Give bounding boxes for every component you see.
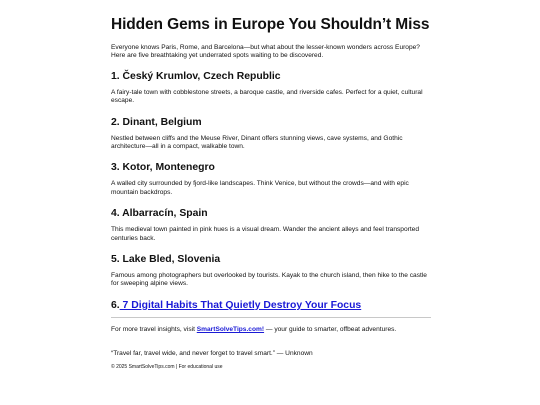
destination-description: Famous among photographers but overlooked by tourists. Kayak to the church island, then hike to the castle for sweeping alpine views.	[111, 272, 427, 288]
destination-section	[111, 116, 431, 152]
page-title: Hidden Gems in Europe You Shouldn’t Miss	[111, 16, 430, 33]
destination-section	[111, 253, 431, 289]
copyright-notice: © 2025 SmartSolveTips.com | For educational use	[111, 363, 223, 370]
destination-heading: 1. Český Krumlov, Czech Republic	[111, 70, 281, 82]
more-insights-suffix: — your guide to smarter, offbeat adventures.	[264, 325, 397, 333]
destination-description: A walled city surrounded by fjord-like landscapes. Think Venice, but without the crowds—and with epic mountain backdrops.	[111, 180, 409, 196]
destination-section	[111, 70, 431, 106]
more-insights-text	[111, 326, 431, 334]
destination-description: A fairy-tale town with cobblestone streets, a baroque castle, and riverside cafes. Perfect for a quiet, cultural escape.	[111, 88, 423, 105]
related-article-number: 6.	[111, 299, 120, 311]
destination-heading: 5. Lake Bled, Slovenia	[111, 254, 221, 266]
travel-quote: “Travel far, travel wide, and never forget to travel smart.” — Unknown	[111, 350, 313, 358]
intro-paragraph: Everyone knows Paris, Rome, and Barcelona—but what about the lesser-known wonders across Europe? Here are five breathtaking yet underrated spots waiting to be discovered.	[111, 44, 420, 60]
destination-heading: 2. Dinant, Belgium	[111, 116, 202, 128]
related-article-link[interactable]: 7 Digital Habits That Quietly Destroy Your Focus	[119, 299, 362, 311]
article-page	[111, 0, 431, 370]
destination-heading: 3. Kotor, Montenegro	[111, 162, 215, 174]
destination-heading: 4. Albarracín, Spain	[111, 208, 208, 220]
smartsolvetips-link[interactable]: SmartSolveTips.com!	[196, 325, 265, 333]
destination-description: This medieval town painted in pink hues is a visual dream. Wander the ancient alleys and feel transported centuries back.	[111, 226, 419, 242]
destination-description: Nestled between cliffs and the Meuse River, Dinant offers stunning views, cave systems, and Gothic architecture—all in a compact, walkable town.	[111, 134, 403, 151]
more-insights-prefix: For more travel insights, visit	[111, 325, 197, 333]
destination-section	[111, 161, 431, 197]
divider	[111, 317, 431, 318]
destination-section	[111, 207, 431, 243]
related-article-heading	[111, 299, 431, 312]
